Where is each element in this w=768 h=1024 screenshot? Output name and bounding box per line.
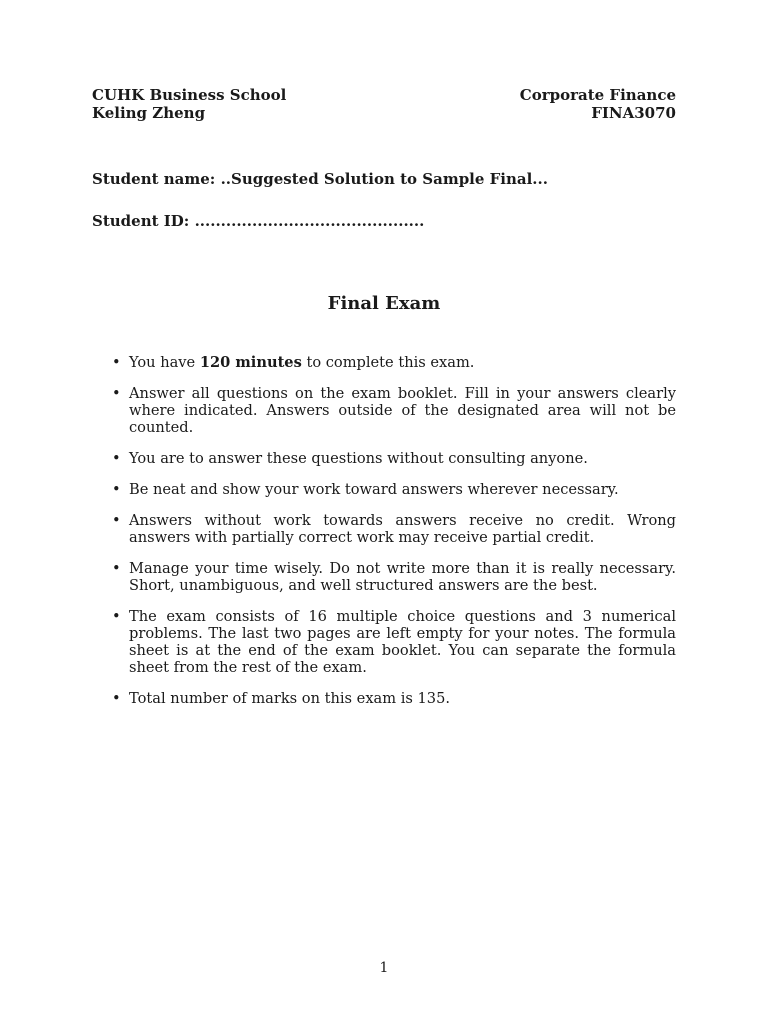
student-id-value: ............................................ [194,212,425,230]
instructor-name: Keling Zheng [92,104,206,122]
student-name-label: Student name: [92,170,216,188]
student-info [92,170,548,230]
page-number: 1 [379,960,389,976]
student-name-value: ..Suggested Solution to Sample Final... [220,170,548,188]
bullet-icon: • [112,385,121,402]
course-title: Corporate Finance [519,86,676,104]
school-name: CUHK Business School [92,86,287,104]
student-id-label: Student ID: [92,212,190,230]
exam-title: Final Exam [327,293,441,314]
instruction-text: Answers without work towards answers receive no credit. Wrong answers with partially correct work may receive partial credit. [129,512,676,546]
course-code: FINA3070 [591,104,676,122]
bullet-icon: • [112,560,121,577]
header-left [92,86,286,122]
instruction-text: Answer all questions on the exam booklet. Fill in your answers clearly where indicated. Answers outside of the designated area will not be counted. [129,385,676,436]
bullet-icon: • [112,608,121,625]
instruction-item [112,385,676,436]
instruction-text-suffix: to complete this exam. [301,354,475,371]
instruction-emphasis: 120 minutes [199,354,302,371]
instruction-item [112,512,676,546]
instruction-text: The exam consists of 16 multiple choice questions and 3 numerical problems. The last two pages are left empty for your notes. The formula sheet is at the end of the exam booklet. You can separate the formula sheet from the rest of the exam. [129,608,676,676]
student-id-row [92,212,548,230]
bullet-icon: • [112,690,121,707]
instruction-item [112,608,676,676]
instruction-item [112,690,676,707]
instruction-text-prefix: You have [129,354,200,371]
instruction-item [112,560,676,594]
bullet-icon: • [112,354,121,371]
instruction-text: Manage your time wisely. Do not write more than it is really necessary. Short, unambiguous, and well structured answers are the best. [129,560,676,594]
instruction-item [112,481,676,498]
page-header [92,86,676,122]
instruction-text: Total number of marks on this exam is 135. [129,690,451,707]
bullet-icon: • [112,481,121,498]
instruction-text: Be neat and show your work toward answers wherever necessary. [129,481,619,498]
instruction-item [112,450,676,467]
header-right [520,86,676,122]
bullet-icon: • [112,450,121,467]
instruction-item [112,354,676,371]
bullet-icon: • [112,512,121,529]
instruction-text: You are to answer these questions without consulting anyone. [129,450,588,467]
instructions-list [112,354,676,721]
student-name-row [92,170,548,188]
